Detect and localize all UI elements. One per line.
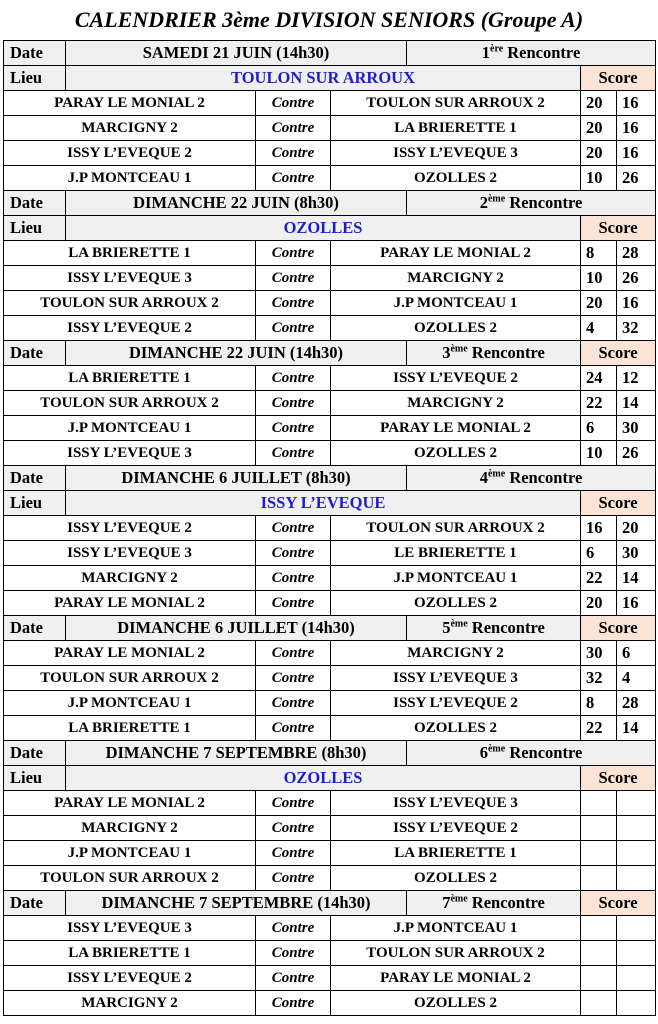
rencontre-sup: ème [450, 893, 468, 905]
date-label: Date [4, 466, 66, 491]
home-score: 8 [581, 241, 617, 266]
match-row [4, 291, 656, 316]
lieu-label: Lieu [4, 766, 66, 791]
match-row [4, 716, 656, 741]
match-row [4, 266, 656, 291]
contre-label: Contre [256, 391, 331, 416]
date-label: Date [4, 191, 66, 216]
home-team: LA BRIERETTE 1 [4, 366, 256, 391]
home-team: ISSY L’EVEQUE 3 [4, 916, 256, 941]
score-header: Score [581, 66, 656, 91]
away-team: TOULON SUR ARROUX 2 [331, 941, 581, 966]
away-team: OZOLLES 2 [331, 166, 581, 191]
home-team: ISSY L’EVEQUE 3 [4, 266, 256, 291]
contre-label: Contre [256, 666, 331, 691]
away-team: J.P MONTCEAU 1 [331, 916, 581, 941]
home-team: J.P MONTCEAU 1 [4, 166, 256, 191]
home-score: 22 [581, 391, 617, 416]
home-score: 10 [581, 266, 617, 291]
rencontre-number [407, 891, 581, 916]
contre-label: Contre [256, 641, 331, 666]
rencontre-sup: ère [490, 43, 504, 55]
rencontre-suffix: Rencontre [467, 618, 545, 637]
away-team: J.P MONTCEAU 1 [331, 291, 581, 316]
score-header: Score [581, 491, 656, 516]
score-header: Score [581, 341, 656, 366]
home-score: 6 [581, 416, 617, 441]
home-team: MARCIGNY 2 [4, 116, 256, 141]
score-header: Score [581, 766, 656, 791]
match-row [4, 166, 656, 191]
rencontre-number [407, 741, 656, 766]
score-header: Score [581, 891, 656, 916]
match-row [4, 641, 656, 666]
match-row [4, 416, 656, 441]
rencontre-number [407, 466, 656, 491]
match-row [4, 841, 656, 866]
away-score: 26 [617, 166, 656, 191]
match-date: SAMEDI 21 JUIN (14h30) [66, 41, 407, 66]
home-team: MARCIGNY 2 [4, 816, 256, 841]
away-team: MARCIGNY 2 [331, 641, 581, 666]
home-score [581, 816, 617, 841]
home-score: 30 [581, 641, 617, 666]
lieu-row [4, 66, 656, 91]
home-team: MARCIGNY 2 [4, 991, 256, 1016]
match-row [4, 116, 656, 141]
away-team: OZOLLES 2 [331, 441, 581, 466]
away-score: 16 [617, 291, 656, 316]
home-score [581, 866, 617, 891]
lieu-row [4, 216, 656, 241]
match-row [4, 666, 656, 691]
contre-label: Contre [256, 366, 331, 391]
rencontre-num: 5 [442, 618, 451, 637]
away-score [617, 966, 656, 991]
away-score: 16 [617, 141, 656, 166]
away-team: ISSY L’EVEQUE 2 [331, 366, 581, 391]
rencontre-num: 3 [442, 343, 451, 362]
match-row [4, 991, 656, 1016]
away-team: ISSY L’EVEQUE 3 [331, 666, 581, 691]
away-team: MARCIGNY 2 [331, 391, 581, 416]
contre-label: Contre [256, 716, 331, 741]
match-row [4, 316, 656, 341]
away-score: 12 [617, 366, 656, 391]
rencontre-num: 4 [479, 468, 488, 487]
home-team: LA BRIERETTE 1 [4, 716, 256, 741]
contre-label: Contre [256, 241, 331, 266]
away-score: 28 [617, 691, 656, 716]
home-score: 20 [581, 141, 617, 166]
contre-label: Contre [256, 291, 331, 316]
contre-label: Contre [256, 941, 331, 966]
lieu-label: Lieu [4, 491, 66, 516]
away-team: J.P MONTCEAU 1 [331, 566, 581, 591]
date-label: Date [4, 41, 66, 66]
lieu-row [4, 766, 656, 791]
contre-label: Contre [256, 116, 331, 141]
home-team: ISSY L’EVEQUE 2 [4, 966, 256, 991]
away-score [617, 791, 656, 816]
lieu-value: ISSY L’EVEQUE [66, 491, 581, 516]
contre-label: Contre [256, 816, 331, 841]
home-score [581, 941, 617, 966]
match-row [4, 691, 656, 716]
page-title: CALENDRIER 3ème DIVISION SENIORS (Groupe A) [74, 7, 584, 32]
rencontre-suffix: Rencontre [505, 468, 583, 487]
home-team: J.P MONTCEAU 1 [4, 691, 256, 716]
lieu-label: Lieu [4, 216, 66, 241]
lieu-value: OZOLLES [66, 766, 581, 791]
date-row [4, 341, 656, 366]
away-score: 14 [617, 566, 656, 591]
contre-label: Contre [256, 566, 331, 591]
contre-label: Contre [256, 141, 331, 166]
match-row [4, 816, 656, 841]
score-header: Score [581, 616, 656, 641]
match-row [4, 441, 656, 466]
contre-label: Contre [256, 991, 331, 1016]
contre-label: Contre [256, 591, 331, 616]
home-score: 20 [581, 116, 617, 141]
date-label: Date [4, 741, 66, 766]
contre-label: Contre [256, 266, 331, 291]
match-row [4, 591, 656, 616]
date-row [4, 741, 656, 766]
match-row [4, 866, 656, 891]
home-team: ISSY L’EVEQUE 3 [4, 441, 256, 466]
away-team: TOULON SUR ARROUX 2 [331, 91, 581, 116]
away-team: ISSY L’EVEQUE 2 [331, 816, 581, 841]
home-score: 10 [581, 166, 617, 191]
away-team: LA BRIERETTE 1 [331, 841, 581, 866]
away-score: 26 [617, 266, 656, 291]
away-score: 30 [617, 416, 656, 441]
rencontre-suffix: Rencontre [505, 193, 583, 212]
rencontre-num: 1 [481, 43, 490, 62]
home-score [581, 916, 617, 941]
away-score: 20 [617, 516, 656, 541]
home-team: ISSY L’EVEQUE 2 [4, 141, 256, 166]
away-score: 30 [617, 541, 656, 566]
rencontre-sup: ème [487, 743, 506, 755]
lieu-value: OZOLLES [66, 216, 581, 241]
contre-label: Contre [256, 791, 331, 816]
home-team: ISSY L’EVEQUE 2 [4, 516, 256, 541]
away-team: LA BRIERETTE 1 [331, 116, 581, 141]
away-score [617, 916, 656, 941]
contre-label: Contre [256, 316, 331, 341]
rencontre-number [407, 341, 581, 366]
home-team: TOULON SUR ARROUX 2 [4, 291, 256, 316]
home-team: ISSY L’EVEQUE 2 [4, 316, 256, 341]
match-date: DIMANCHE 6 JUILLET (8h30) [66, 466, 407, 491]
contre-label: Contre [256, 91, 331, 116]
contre-label: Contre [256, 966, 331, 991]
home-team: TOULON SUR ARROUX 2 [4, 666, 256, 691]
date-row [4, 891, 656, 916]
away-score [617, 991, 656, 1016]
away-score: 28 [617, 241, 656, 266]
match-date: DIMANCHE 22 JUIN (8h30) [66, 191, 407, 216]
date-row [4, 616, 656, 641]
contre-label: Contre [256, 866, 331, 891]
away-team: PARAY LE MONIAL 2 [331, 416, 581, 441]
away-team: MARCIGNY 2 [331, 266, 581, 291]
home-team: ISSY L’EVEQUE 3 [4, 541, 256, 566]
rencontre-sup: ème [450, 618, 468, 630]
home-team: TOULON SUR ARROUX 2 [4, 866, 256, 891]
match-row [4, 516, 656, 541]
away-team: OZOLLES 2 [331, 591, 581, 616]
home-team: MARCIGNY 2 [4, 566, 256, 591]
away-team: OZOLLES 2 [331, 991, 581, 1016]
date-row [4, 191, 656, 216]
match-date: DIMANCHE 7 SEPTEMBRE (14h30) [66, 891, 407, 916]
date-label: Date [4, 891, 66, 916]
away-team: LE BRIERETTE 1 [331, 541, 581, 566]
away-team: OZOLLES 2 [331, 716, 581, 741]
away-score: 26 [617, 441, 656, 466]
home-team: PARAY LE MONIAL 2 [4, 641, 256, 666]
away-score: 16 [617, 91, 656, 116]
home-team: LA BRIERETTE 1 [4, 241, 256, 266]
contre-label: Contre [256, 541, 331, 566]
date-row [4, 41, 656, 66]
away-team: ISSY L’EVEQUE 2 [331, 691, 581, 716]
away-score [617, 816, 656, 841]
home-score [581, 791, 617, 816]
home-score [581, 841, 617, 866]
rencontre-sup: ème [487, 468, 506, 480]
home-score: 22 [581, 716, 617, 741]
home-score: 22 [581, 566, 617, 591]
away-score: 14 [617, 716, 656, 741]
away-team: PARAY LE MONIAL 2 [331, 241, 581, 266]
away-team: OZOLLES 2 [331, 866, 581, 891]
away-score [617, 866, 656, 891]
rencontre-num: 2 [479, 193, 488, 212]
match-row [4, 241, 656, 266]
contre-label: Contre [256, 691, 331, 716]
rencontre-number [407, 41, 656, 66]
home-team: PARAY LE MONIAL 2 [4, 91, 256, 116]
match-date: DIMANCHE 7 SEPTEMBRE (8h30) [66, 741, 407, 766]
lieu-label: Lieu [4, 66, 66, 91]
rencontre-sup: ème [450, 343, 468, 355]
match-row [4, 366, 656, 391]
home-score [581, 991, 617, 1016]
away-score: 32 [617, 316, 656, 341]
match-row [4, 566, 656, 591]
home-score: 20 [581, 91, 617, 116]
away-team: ISSY L’EVEQUE 3 [331, 791, 581, 816]
contre-label: Contre [256, 516, 331, 541]
home-team: PARAY LE MONIAL 2 [4, 591, 256, 616]
away-score: 16 [617, 591, 656, 616]
rencontre-number [407, 191, 656, 216]
lieu-row [4, 491, 656, 516]
contre-label: Contre [256, 841, 331, 866]
rencontre-suffix: Rencontre [503, 43, 581, 62]
home-team: TOULON SUR ARROUX 2 [4, 391, 256, 416]
match-row [4, 791, 656, 816]
date-row [4, 466, 656, 491]
away-score: 6 [617, 641, 656, 666]
contre-label: Contre [256, 416, 331, 441]
rencontre-num: 7 [442, 893, 451, 912]
away-team: TOULON SUR ARROUX 2 [331, 516, 581, 541]
contre-label: Contre [256, 441, 331, 466]
rencontre-num: 6 [479, 743, 488, 762]
home-score: 10 [581, 441, 617, 466]
date-label: Date [4, 616, 66, 641]
home-score: 20 [581, 291, 617, 316]
home-score: 6 [581, 541, 617, 566]
calendar-table [3, 40, 656, 1016]
home-score: 24 [581, 366, 617, 391]
home-team: PARAY LE MONIAL 2 [4, 791, 256, 816]
lieu-value: TOULON SUR ARROUX [66, 66, 581, 91]
away-score: 4 [617, 666, 656, 691]
home-score: 8 [581, 691, 617, 716]
home-score: 32 [581, 666, 617, 691]
home-score: 16 [581, 516, 617, 541]
date-label: Date [4, 341, 66, 366]
match-row [4, 966, 656, 991]
contre-label: Contre [256, 916, 331, 941]
match-row [4, 541, 656, 566]
match-row [4, 916, 656, 941]
match-row [4, 91, 656, 116]
home-score [581, 966, 617, 991]
match-row [4, 391, 656, 416]
home-team: J.P MONTCEAU 1 [4, 416, 256, 441]
home-team: J.P MONTCEAU 1 [4, 841, 256, 866]
away-team: ISSY L’EVEQUE 3 [331, 141, 581, 166]
rencontre-suffix: Rencontre [467, 893, 545, 912]
home-score: 20 [581, 591, 617, 616]
rencontre-sup: ème [487, 193, 506, 205]
rencontre-number [407, 616, 581, 641]
match-row [4, 141, 656, 166]
rencontre-suffix: Rencontre [505, 743, 583, 762]
rencontre-suffix: Rencontre [467, 343, 545, 362]
away-team: PARAY LE MONIAL 2 [331, 966, 581, 991]
away-score: 14 [617, 391, 656, 416]
match-row [4, 941, 656, 966]
contre-label: Contre [256, 166, 331, 191]
home-score: 4 [581, 316, 617, 341]
away-team: OZOLLES 2 [331, 316, 581, 341]
match-date: DIMANCHE 22 JUIN (14h30) [66, 341, 407, 366]
score-header: Score [581, 216, 656, 241]
home-team: LA BRIERETTE 1 [4, 941, 256, 966]
away-score: 16 [617, 116, 656, 141]
away-score [617, 841, 656, 866]
away-score [617, 941, 656, 966]
match-date: DIMANCHE 6 JUILLET (14h30) [66, 616, 407, 641]
